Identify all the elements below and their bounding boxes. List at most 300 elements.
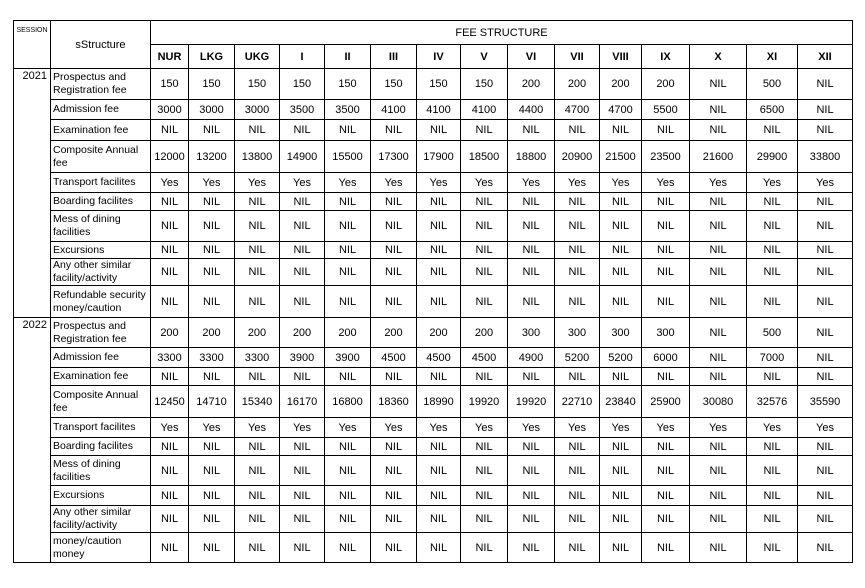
row-label: Boarding facilites: [51, 438, 151, 456]
fee-cell: 5200: [555, 348, 600, 368]
fee-cell: NIL: [280, 456, 325, 486]
fee-cell: NIL: [325, 193, 371, 211]
fee-structure-table: [13, 20, 853, 563]
fee-cell: NIL: [555, 286, 600, 318]
fee-cell: NIL: [417, 242, 461, 259]
fee-cell: NIL: [371, 286, 417, 318]
fee-cell: NIL: [280, 368, 325, 386]
fee-cell: NIL: [747, 486, 798, 506]
fee-cell: Yes: [280, 173, 325, 193]
fee-cell: NIL: [461, 259, 508, 286]
fee-cell: 35590: [798, 386, 853, 418]
fee-cell: NIL: [642, 120, 690, 141]
fee-cell: NIL: [690, 211, 747, 242]
fee-cell: Yes: [747, 418, 798, 438]
table-row: [14, 173, 853, 193]
fee-cell: NIL: [642, 486, 690, 506]
fee-cell: NIL: [235, 438, 280, 456]
fee-cell: NIL: [151, 368, 189, 386]
fee-cell: NIL: [235, 211, 280, 242]
class-header-vi: VI: [508, 45, 555, 69]
fee-cell: NIL: [798, 506, 853, 533]
fee-cell: 4100: [461, 100, 508, 120]
fee-cell: NIL: [642, 506, 690, 533]
fee-cell: NIL: [417, 211, 461, 242]
fee-cell: 16800: [325, 386, 371, 418]
fee-cell: 3000: [151, 100, 189, 120]
fee-cell: Yes: [325, 418, 371, 438]
fee-cell: NIL: [600, 456, 642, 486]
fee-cell: 21500: [600, 141, 642, 173]
fee-cell: 200: [189, 318, 235, 348]
fee-cell: Yes: [189, 173, 235, 193]
fee-cell: 18360: [371, 386, 417, 418]
fee-cell: NIL: [151, 259, 189, 286]
fee-cell: 150: [325, 69, 371, 100]
row-label: Admission fee: [51, 348, 151, 368]
fee-cell: 6000: [642, 348, 690, 368]
fee-cell: 4500: [417, 348, 461, 368]
fee-cell: NIL: [189, 368, 235, 386]
structure-column-header: sStructure: [51, 21, 151, 69]
table-row: [14, 193, 853, 211]
fee-cell: 200: [417, 318, 461, 348]
fee-cell: NIL: [747, 456, 798, 486]
fee-cell: NIL: [508, 211, 555, 242]
fee-cell: NIL: [461, 456, 508, 486]
fee-cell: 200: [461, 318, 508, 348]
fee-cell: 3500: [280, 100, 325, 120]
fee-cell: NIL: [798, 242, 853, 259]
fee-cell: NIL: [189, 193, 235, 211]
fee-cell: NIL: [508, 286, 555, 318]
fee-cell: NIL: [747, 533, 798, 563]
fee-cell: 4900: [508, 348, 555, 368]
fee-cell: 15340: [235, 386, 280, 418]
fee-cell: NIL: [600, 533, 642, 563]
fee-cell: NIL: [600, 506, 642, 533]
fee-cell: 13200: [189, 141, 235, 173]
row-label: Excursions: [51, 242, 151, 259]
fee-cell: NIL: [508, 438, 555, 456]
fee-cell: NIL: [508, 533, 555, 563]
fee-cell: 200: [280, 318, 325, 348]
fee-cell: NIL: [325, 533, 371, 563]
table-row: [14, 438, 853, 456]
class-header-viii: VIII: [600, 45, 642, 69]
fee-cell: NIL: [235, 242, 280, 259]
fee-cell: NIL: [371, 533, 417, 563]
fee-cell: NIL: [555, 193, 600, 211]
row-label: Composite Annual fee: [51, 141, 151, 173]
row-label: Mess of dining facilities: [51, 211, 151, 242]
fee-cell: NIL: [508, 368, 555, 386]
fee-cell: NIL: [461, 211, 508, 242]
fee-cell: NIL: [600, 368, 642, 386]
fee-cell: 30080: [690, 386, 747, 418]
fee-cell: NIL: [280, 286, 325, 318]
fee-cell: NIL: [747, 438, 798, 456]
fee-cell: 15500: [325, 141, 371, 173]
fee-cell: NIL: [417, 368, 461, 386]
fee-cell: 12450: [151, 386, 189, 418]
table-row: [14, 348, 853, 368]
fee-cell: NIL: [555, 120, 600, 141]
fee-cell: NIL: [798, 193, 853, 211]
fee-cell: NIL: [690, 368, 747, 386]
fee-cell: NIL: [371, 486, 417, 506]
fee-cell: NIL: [151, 242, 189, 259]
row-label: Refundable security money/caution: [51, 286, 151, 318]
row-label: Mess of dining facilities: [51, 456, 151, 486]
fee-cell: NIL: [555, 368, 600, 386]
fee-cell: NIL: [461, 486, 508, 506]
fee-cell: NIL: [798, 211, 853, 242]
fee-cell: NIL: [690, 438, 747, 456]
fee-cell: NIL: [151, 456, 189, 486]
row-label: Prospectus and Registration fee: [51, 318, 151, 348]
fee-cell: NIL: [371, 456, 417, 486]
fee-cell: NIL: [325, 438, 371, 456]
fee-cell: 18800: [508, 141, 555, 173]
fee-cell: NIL: [798, 259, 853, 286]
fee-cell: 200: [325, 318, 371, 348]
table-row: [14, 211, 853, 242]
fee-cell: NIL: [690, 259, 747, 286]
fee-cell: NIL: [508, 242, 555, 259]
fee-cell: NIL: [642, 533, 690, 563]
fee-cell: 22710: [555, 386, 600, 418]
fee-cell: NIL: [508, 456, 555, 486]
fee-cell: Yes: [235, 173, 280, 193]
fee-cell: 150: [235, 69, 280, 100]
fee-cell: NIL: [508, 506, 555, 533]
fee-cell: NIL: [600, 193, 642, 211]
fee-cell: NIL: [417, 533, 461, 563]
fee-cell: 3900: [325, 348, 371, 368]
fee-cell: Yes: [690, 173, 747, 193]
fee-cell: NIL: [747, 211, 798, 242]
fee-cell: Yes: [151, 173, 189, 193]
fee-cell: 500: [747, 69, 798, 100]
class-header-x: X: [690, 45, 747, 69]
fee-cell: NIL: [690, 486, 747, 506]
fee-cell: NIL: [325, 211, 371, 242]
fee-cell: Yes: [642, 418, 690, 438]
fee-cell: NIL: [417, 438, 461, 456]
fee-cell: NIL: [151, 506, 189, 533]
fee-cell: 200: [151, 318, 189, 348]
fee-cell: NIL: [189, 486, 235, 506]
fee-cell: 3000: [189, 100, 235, 120]
fee-cell: 150: [461, 69, 508, 100]
fee-cell: NIL: [508, 259, 555, 286]
table-row: [14, 486, 853, 506]
table-row: [14, 368, 853, 386]
fee-cell: 200: [642, 69, 690, 100]
row-label: Admission fee: [51, 100, 151, 120]
fee-cell: 150: [189, 69, 235, 100]
fee-cell: NIL: [508, 486, 555, 506]
fee-cell: 25900: [642, 386, 690, 418]
class-header-iv: IV: [417, 45, 461, 69]
row-label: Transport facilites: [51, 418, 151, 438]
fee-cell: NIL: [325, 242, 371, 259]
fee-cell: NIL: [747, 120, 798, 141]
fee-cell: NIL: [747, 506, 798, 533]
session-year: 2022: [14, 318, 51, 563]
fee-cell: NIL: [690, 193, 747, 211]
row-label: Any other similar facility/activity: [51, 506, 151, 533]
fee-cell: Yes: [417, 173, 461, 193]
fee-cell: NIL: [798, 348, 853, 368]
fee-cell: 18990: [417, 386, 461, 418]
fee-cell: NIL: [461, 506, 508, 533]
fee-cell: NIL: [371, 259, 417, 286]
fee-cell: NIL: [798, 456, 853, 486]
fee-cell: NIL: [690, 286, 747, 318]
class-header-vii: VII: [555, 45, 600, 69]
fee-cell: NIL: [747, 242, 798, 259]
fee-cell: NIL: [555, 438, 600, 456]
table-row: [14, 286, 853, 318]
fee-cell: 14900: [280, 141, 325, 173]
fee-cell: NIL: [555, 211, 600, 242]
row-label: Composite Annual fee: [51, 386, 151, 418]
fee-cell: NIL: [798, 69, 853, 100]
fee-cell: NIL: [151, 533, 189, 563]
fee-cell: NIL: [600, 486, 642, 506]
class-header-xi: XI: [747, 45, 798, 69]
fee-cell: NIL: [417, 193, 461, 211]
fee-cell: NIL: [600, 438, 642, 456]
class-header-ix: IX: [642, 45, 690, 69]
fee-cell: Yes: [747, 173, 798, 193]
fee-cell: 5200: [600, 348, 642, 368]
fee-cell: Yes: [600, 173, 642, 193]
fee-cell: 200: [371, 318, 417, 348]
fee-cell: NIL: [189, 533, 235, 563]
fee-cell: 300: [600, 318, 642, 348]
fee-cell: NIL: [235, 506, 280, 533]
fee-cell: Yes: [642, 173, 690, 193]
fee-cell: NIL: [235, 486, 280, 506]
class-header-i: I: [280, 45, 325, 69]
fee-cell: 21600: [690, 141, 747, 173]
class-header-iii: III: [371, 45, 417, 69]
row-label: Boarding facilites: [51, 193, 151, 211]
fee-cell: NIL: [555, 456, 600, 486]
fee-cell: NIL: [189, 242, 235, 259]
fee-cell: NIL: [798, 120, 853, 141]
fee-cell: NIL: [280, 506, 325, 533]
fee-cell: 3000: [235, 100, 280, 120]
table-row: [14, 69, 853, 100]
table-row: [14, 418, 853, 438]
fee-cell: 18500: [461, 141, 508, 173]
fee-cell: NIL: [151, 211, 189, 242]
fee-cell: NIL: [798, 438, 853, 456]
table-row: [14, 506, 853, 533]
fee-cell: 150: [280, 69, 325, 100]
fee-cell: NIL: [690, 318, 747, 348]
fee-cell: 4400: [508, 100, 555, 120]
fee-cell: NIL: [280, 193, 325, 211]
fee-cell: NIL: [280, 211, 325, 242]
fee-cell: 23500: [642, 141, 690, 173]
fee-cell: NIL: [151, 120, 189, 141]
fee-cell: NIL: [417, 120, 461, 141]
fee-cell: 300: [555, 318, 600, 348]
fee-cell: 300: [642, 318, 690, 348]
fee-cell: NIL: [235, 456, 280, 486]
row-label: Any other similar facility/activity: [51, 259, 151, 286]
fee-cell: NIL: [642, 193, 690, 211]
session-column-header: SESSION: [14, 21, 51, 69]
fee-cell: NIL: [325, 286, 371, 318]
fee-cell: NIL: [325, 486, 371, 506]
fee-cell: NIL: [189, 211, 235, 242]
fee-cell: 17300: [371, 141, 417, 173]
fee-cell: NIL: [461, 438, 508, 456]
fee-cell: NIL: [690, 506, 747, 533]
fee-cell: 19920: [508, 386, 555, 418]
fee-cell: NIL: [235, 533, 280, 563]
fee-cell: NIL: [461, 120, 508, 141]
fee-cell: NIL: [417, 486, 461, 506]
fee-cell: NIL: [417, 259, 461, 286]
fee-cell: Yes: [371, 173, 417, 193]
fee-cell: NIL: [235, 120, 280, 141]
class-header-v: V: [461, 45, 508, 69]
fee-cell: NIL: [642, 286, 690, 318]
fee-table-body: [14, 69, 853, 563]
fee-cell: NIL: [508, 193, 555, 211]
fee-cell: NIL: [642, 456, 690, 486]
fee-cell: 4100: [417, 100, 461, 120]
fee-cell: NIL: [555, 242, 600, 259]
fee-cell: 150: [151, 69, 189, 100]
fee-cell: NIL: [325, 120, 371, 141]
fee-cell: 3300: [235, 348, 280, 368]
fee-cell: 4500: [461, 348, 508, 368]
fee-cell: NIL: [189, 506, 235, 533]
session-year: 2021: [14, 69, 51, 318]
fee-cell: NIL: [189, 120, 235, 141]
fee-cell: NIL: [325, 506, 371, 533]
class-header-ukg: UKG: [235, 45, 280, 69]
fee-cell: NIL: [280, 438, 325, 456]
fee-cell: NIL: [690, 100, 747, 120]
fee-cell: NIL: [747, 368, 798, 386]
fee-cell: NIL: [600, 211, 642, 242]
fee-cell: NIL: [325, 368, 371, 386]
fee-cell: NIL: [690, 120, 747, 141]
fee-cell: NIL: [461, 533, 508, 563]
fee-cell: NIL: [417, 506, 461, 533]
fee-cell: Yes: [600, 418, 642, 438]
fee-cell: NIL: [151, 193, 189, 211]
fee-cell: NIL: [417, 456, 461, 486]
fee-cell: NIL: [235, 259, 280, 286]
table-row: [14, 242, 853, 259]
fee-cell: NIL: [600, 120, 642, 141]
fee-cell: Yes: [371, 418, 417, 438]
fee-cell: NIL: [235, 286, 280, 318]
fee-cell: 13800: [235, 141, 280, 173]
fee-cell: NIL: [371, 242, 417, 259]
fee-cell: Yes: [690, 418, 747, 438]
fee-cell: 300: [508, 318, 555, 348]
table-row: [14, 533, 853, 563]
fee-cell: NIL: [747, 286, 798, 318]
fee-cell: 150: [417, 69, 461, 100]
row-label: Examination fee: [51, 368, 151, 386]
fee-cell: 3300: [189, 348, 235, 368]
fee-cell: NIL: [690, 69, 747, 100]
fee-cell: Yes: [325, 173, 371, 193]
fee-cell: Yes: [280, 418, 325, 438]
fee-cell: Yes: [798, 418, 853, 438]
fee-cell: NIL: [798, 100, 853, 120]
fee-cell: NIL: [690, 456, 747, 486]
fee-cell: NIL: [371, 120, 417, 141]
fee-cell: NIL: [600, 259, 642, 286]
fee-cell: NIL: [600, 286, 642, 318]
fee-cell: NIL: [508, 120, 555, 141]
fee-cell: NIL: [280, 486, 325, 506]
fee-cell: NIL: [417, 286, 461, 318]
fee-cell: 32576: [747, 386, 798, 418]
table-row: [14, 456, 853, 486]
fee-cell: 3500: [325, 100, 371, 120]
fee-cell: 200: [508, 69, 555, 100]
class-header-ii: II: [325, 45, 371, 69]
fee-cell: Yes: [461, 173, 508, 193]
table-row: [14, 318, 853, 348]
fee-cell: 17900: [417, 141, 461, 173]
fee-cell: 12000: [151, 141, 189, 173]
fee-cell: NIL: [371, 211, 417, 242]
fee-cell: Yes: [555, 418, 600, 438]
table-row: [14, 386, 853, 418]
fee-cell: NIL: [798, 368, 853, 386]
fee-cell: 14710: [189, 386, 235, 418]
class-header-lkg: LKG: [189, 45, 235, 69]
fee-cell: Yes: [555, 173, 600, 193]
fee-cell: 29900: [747, 141, 798, 173]
fee-cell: NIL: [325, 259, 371, 286]
fee-cell: NIL: [325, 456, 371, 486]
fee-cell: NIL: [798, 318, 853, 348]
fee-cell: 150: [371, 69, 417, 100]
fee-cell: 4500: [371, 348, 417, 368]
fee-cell: NIL: [371, 506, 417, 533]
fee-cell: 3300: [151, 348, 189, 368]
fee-cell: NIL: [747, 193, 798, 211]
fee-cell: NIL: [189, 438, 235, 456]
row-label: Examination fee: [51, 120, 151, 141]
fee-cell: 33800: [798, 141, 853, 173]
fee-cell: NIL: [235, 368, 280, 386]
fee-cell: NIL: [555, 259, 600, 286]
fee-cell: 200: [555, 69, 600, 100]
fee-cell: Yes: [798, 173, 853, 193]
class-header-xii: XII: [798, 45, 853, 69]
fee-cell: NIL: [189, 259, 235, 286]
fee-cell: NIL: [280, 242, 325, 259]
fee-cell: Yes: [417, 418, 461, 438]
